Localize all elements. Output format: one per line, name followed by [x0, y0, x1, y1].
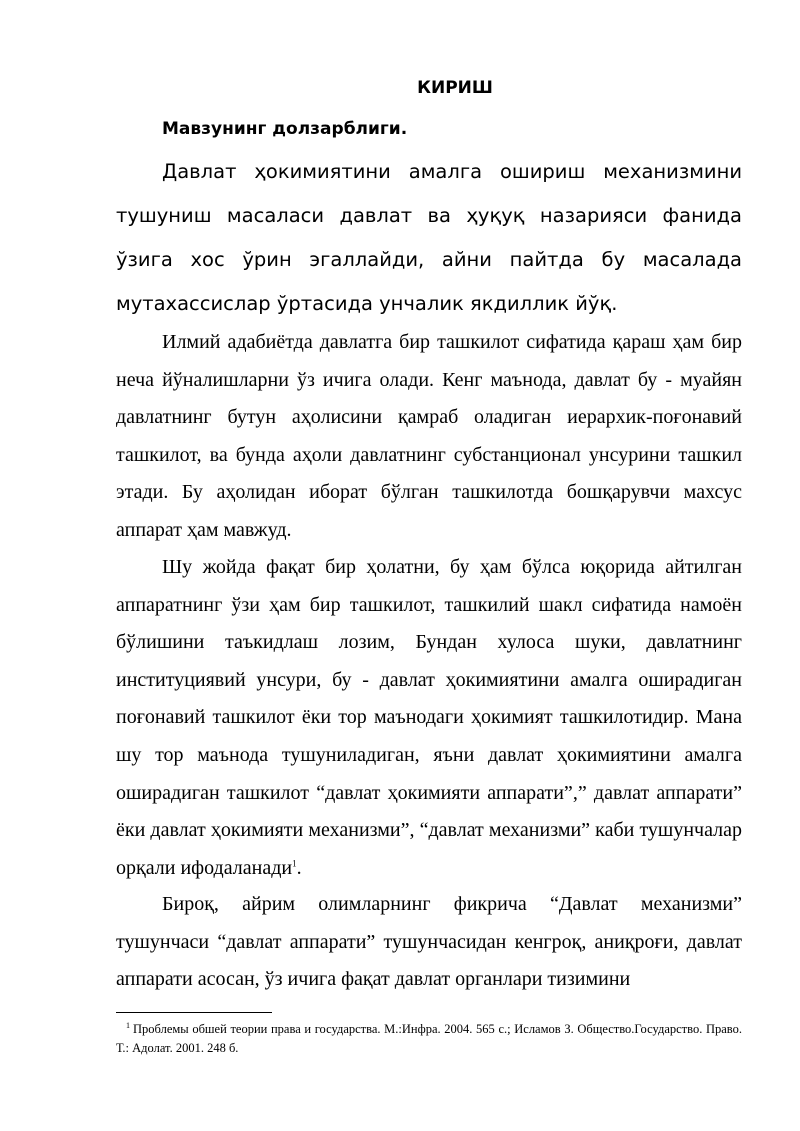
lead-paragraph: Давлат ҳокимиятини амалга ошириш механизмини тушуниш масаласи давлат ва ҳуқуқ назарияси фанида ўзига хос ўрин эгаллайди, айни пайтда бу масалада мутахассислар ўртасида унчалик якдиллик йўқ.: [116, 160, 742, 315]
body-paragraph-1: Илмий адабиётда давлатга бир ташкилот сифатида қараш ҳам бир неча йўналишларни ўз ичига олади. Кенг маънода, давлат бу - муайян давлатнинг бутун аҳолисини қамраб оладиган иерархик-поғонавий ташкилот, ва бунда аҳоли давлатнинг субстанционал унсурини ташкил этади. Бу аҳолидан иборат бўлган ташкилотда бошқарувчи махсус аппарат ҳам мавжуд.: [116, 331, 742, 541]
body-paragraph-2-text: Шу жойда фақат бир ҳолатни, бу ҳам бўлса юқорида айтилган аппаратнинг ўзи ҳам бир ташкилот, ташкилий шакл сифатида намоён бўлишини таъкидлаш лозим, Бундан хулоса шуки, давлатнинг институциявий унсури, бу - давлат ҳокимиятини амалга оширадиган поғонавий ташкилот ёки тор маънодаги ҳокимият ташкилотидир. Мана шу тор маънода тушуниладиган, яъни давлат ҳокимиятини амалга оширадиган ташкилот “давлат ҳокимияти аппарати”,” давлат аппарати” ёки давлат ҳокимияти механизми”, “давлат механизми” каби тушунчалар орқали ифодаланади: [116, 556, 742, 879]
body-paragraph-2-end: .: [296, 856, 302, 879]
footnote-marker: 1: [126, 1020, 130, 1030]
footnote: [116, 1020, 742, 1058]
body-paragraph-2: [116, 549, 742, 887]
footnote-separator: [116, 1012, 272, 1013]
footnote-reference[interactable]: 1: [292, 858, 297, 869]
section-heading: КИРИШ: [417, 78, 493, 98]
subsection-heading: Мавзунинг долзарблиги.: [162, 119, 408, 139]
footnote-text: Проблемы обшей теории права и государства. М.:Инфра. 2004. 565 с.; Исламов З. Общество.Государство. Право. Т.: Адолат. 2001. 248 б.: [116, 1022, 742, 1055]
body-paragraph-3: Бироқ, айрим олимларнинг фикрича “Давлат механизми” тушунчаси “давлат аппарати” тушунчасидан кенгроқ, аниқроғи, давлат аппарати асосан, ўз ичига фақат давлат органлари тизимини: [116, 893, 742, 991]
